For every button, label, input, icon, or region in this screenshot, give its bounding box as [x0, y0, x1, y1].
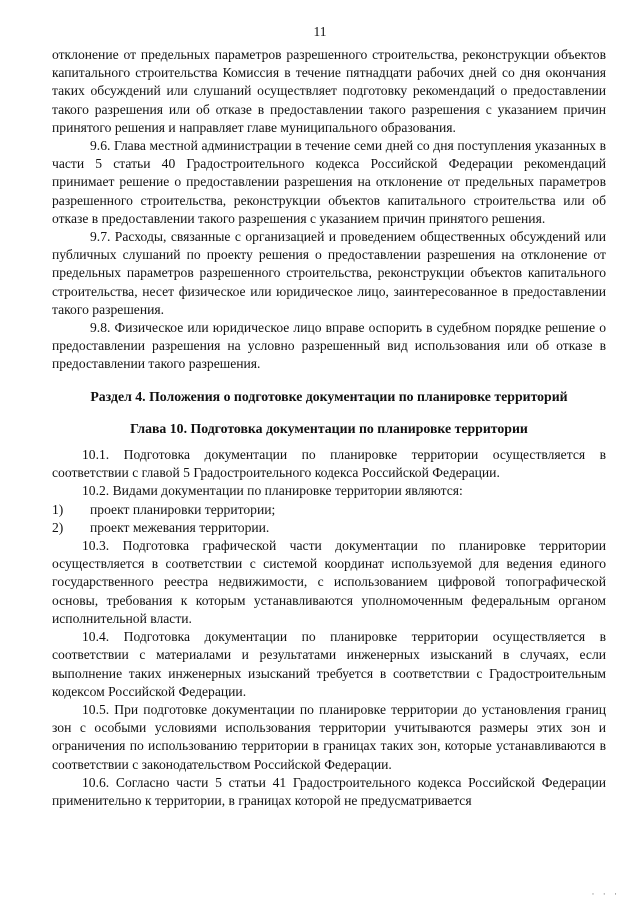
page-number: 11	[313, 24, 327, 39]
list-item	[52, 501, 606, 519]
list-item	[52, 519, 606, 537]
list-item-text: проект межевания территории.	[90, 519, 270, 535]
paragraph-9-5-continuation: отклонение от предельных параметров разрешенного строительства, реконструкции объектов капитального строительства Комиссия в течение пятнадцати рабочих дней со дня окончания таких обсуждений или слушаний осуществляет подготовку рекомендаций о предоставлении такого разрешения или об отказе в предоставлении такого разрешения с указанием причин принятого решения и направляет главе муниципального образования.	[52, 47, 606, 135]
list-item-number: 2)	[52, 519, 64, 535]
chapter-heading: Глава 10. Подготовка документации по планировке территории	[130, 420, 528, 436]
paragraph-10-4: 10.4. Подготовка документации по планировке территории осуществляется в соответствии с материалами и результатами инженерных изысканий в случаях, если выполнение таких инженерных изысканий требуется в соответствии с Градостроительным кодексом Российской Федерации.	[52, 629, 606, 699]
paragraph-9-6: 9.6. Глава местной администрации в течение семи дней со дня поступления указанных в части 5 статьи 40 Градостроительного кодекса Российской Федерации рекомендаций принимает решение о предоставлении разрешения на отклонение от предельных параметров разрешенного строительства, реконструкции объектов капитального строительства или об отказе в предоставлении такого разрешения с указанием причин принятого решения.	[52, 138, 606, 226]
section-heading: Раздел 4. Положения о подготовке документации по планировке территорий	[90, 388, 568, 404]
scan-marks: · · ·	[591, 889, 620, 899]
list-item-text: проект планировки территории;	[90, 501, 276, 517]
paragraph-9-8: 9.8. Физическое или юридическое лицо вправе оспорить в судебном порядке решение о предоставлении разрешения на условно разрешенный вид использования или об отказе в предоставлении такого разрешения.	[52, 320, 606, 372]
paragraph-10-1: 10.1. Подготовка документации по планировке территории осуществляется в соответствии с главой 5 Градостроительного кодекса Российской Федерации.	[52, 447, 606, 481]
paragraph-10-3: 10.3. Подготовка графической части документации по планировке территории осуществляется в соответствии с системой координат используемой для ведения единого государственного реестра недвижимости, с использованием цифровой топографической основы, требования к которым устанавливаются уполномоченным федеральным органом исполнительной власти.	[52, 538, 606, 626]
document-body	[52, 46, 606, 810]
paragraph-10-5: 10.5. При подготовке документации по планировке территории до установления границ зон с особыми условиями использования территории учитываются размеры этих зон и ограничения по использованию территории в границах таких зон, которые устанавливаются в соответствии с законодательством Российской Федерации.	[52, 701, 606, 772]
paragraph-10-6: 10.6. Согласно части 5 статьи 41 Градостроительного кодекса Российской Федерации применительно к территории, в границах которой не предусматривается	[52, 774, 606, 808]
paragraph-10-2: 10.2. Видами документации по планировке территории являются:	[82, 483, 463, 499]
list-item-number: 1)	[52, 501, 64, 517]
paragraph-9-7: 9.7. Расходы, связанные с организацией и проведением общественных обсуждений или публичных слушаний по проекту решения о предоставлении разрешения на отклонение от предельных параметров разрешенного строительства, реконструкции объектов капитального строительства, несет физическое или юридическое лицо, заинтересованное в предоставлении такого разрешения.	[52, 229, 606, 317]
